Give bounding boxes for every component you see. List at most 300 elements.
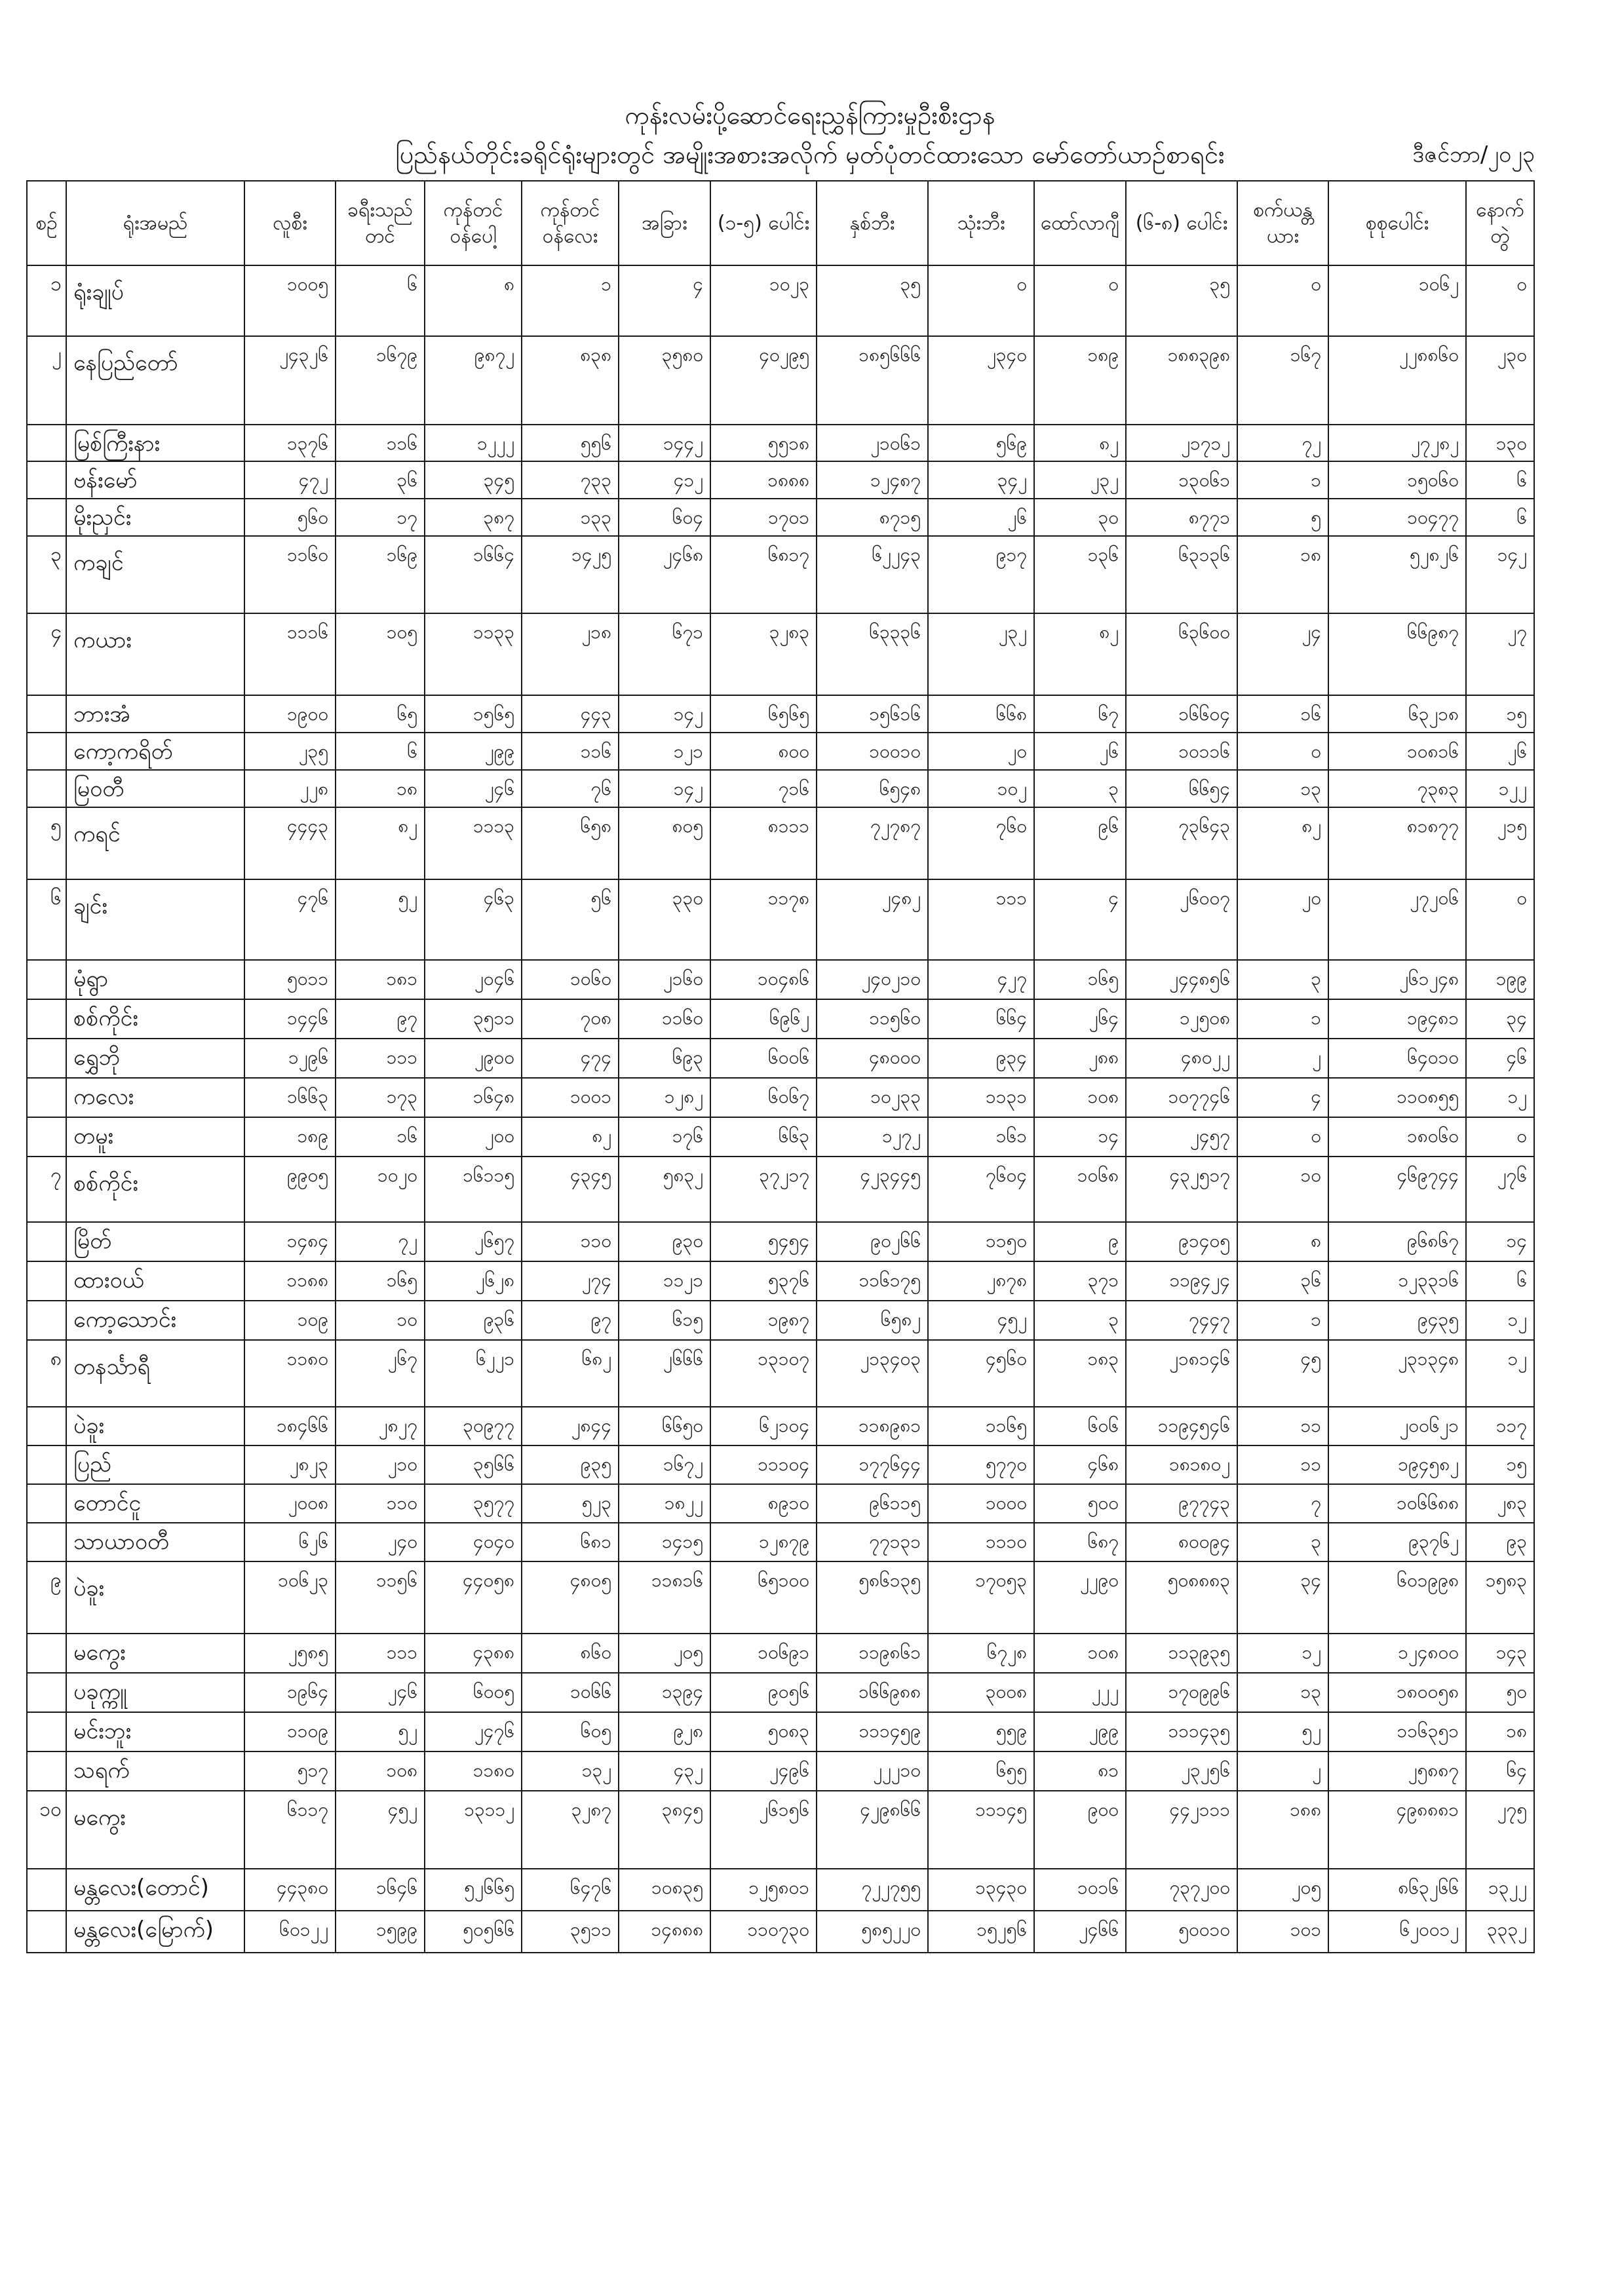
table-row: [27, 807, 1534, 879]
cell-subtotal-1-5: ၄၀၂၉၅: [710, 336, 817, 425]
cell-trailer: ၁၄၂: [1466, 536, 1534, 613]
cell-grand-total: ၂၂၈၈၆၀: [1328, 336, 1466, 425]
cell-subtotal-6-8: ၁၀၇၇၄၆: [1126, 1078, 1237, 1117]
cell-heavy-truck: ၂၁၈: [522, 613, 619, 695]
row-number: ၈: [27, 1340, 66, 1407]
cell-grand-total: ၈၆၃၂၆၆: [1328, 1869, 1466, 1911]
cell-trawlergi: ၀: [1034, 265, 1126, 336]
cell-trawlergi: ၂၂၂: [1034, 1673, 1126, 1712]
cell-other: ၁၁၆၀: [619, 999, 710, 1039]
office-name: ကရင်: [66, 807, 244, 879]
cell-trailer: ၆၄: [1466, 1751, 1534, 1791]
cell-machinery: ၇၂: [1237, 425, 1328, 461]
cell-two-wheeler: ၁၇၇၆၄၄: [817, 1445, 928, 1484]
cell-light-truck: ၈: [425, 265, 522, 336]
cell-three-wheeler: ၁၃၄၃၀: [928, 1869, 1034, 1911]
cell-trailer: ၆: [1466, 1261, 1534, 1301]
cell-bus: ၅၂: [336, 1712, 425, 1751]
cell-heavy-truck: ၇၃၃: [522, 461, 619, 499]
cell-other: ၁၈၂၂: [619, 1484, 710, 1523]
office-name: ထားဝယ်: [66, 1261, 244, 1301]
cell-machinery: ၂၄: [1237, 613, 1328, 695]
cell-bus: ၅၂: [336, 879, 425, 960]
table-row: [27, 1523, 1534, 1561]
cell-subtotal-6-8: ၁၁၃၉၃၅: [1126, 1634, 1237, 1673]
header-office: ရုံးအမည်: [66, 181, 244, 265]
table-row: [27, 695, 1534, 733]
cell-subtotal-6-8: ၅၀၈၈၈၃: [1126, 1561, 1237, 1634]
cell-heavy-truck: ၆၀၅: [522, 1712, 619, 1751]
table-row: [27, 733, 1534, 770]
cell-passenger-car: ၁၄၄၆: [244, 999, 336, 1039]
cell-subtotal-6-8: ၁၁၁၄၃၅: [1126, 1712, 1237, 1751]
cell-trailer: ၁၂: [1466, 1078, 1534, 1117]
cell-bus: ၈၂: [336, 807, 425, 879]
cell-three-wheeler: ၅၇၇၀: [928, 1445, 1034, 1484]
cell-two-wheeler: ၇၂၇၈၇: [817, 807, 928, 879]
table-row: [27, 770, 1534, 807]
cell-two-wheeler: ၆၂၂၄၃: [817, 536, 928, 613]
cell-bus: ၁၆၉: [336, 536, 425, 613]
cell-bus: ၁၀၂၀: [336, 1157, 425, 1222]
cell-trawlergi: ၉: [1034, 1222, 1126, 1261]
cell-subtotal-1-5: ၈၀၀: [710, 733, 817, 770]
cell-trawlergi: ၁၀၆၈: [1034, 1157, 1126, 1222]
cell-machinery: ၃၄: [1237, 1561, 1328, 1634]
cell-heavy-truck: ၅၆: [522, 879, 619, 960]
header-bus: ခရီးသည်တင်: [336, 181, 425, 265]
cell-light-truck: ၄၆၃: [425, 879, 522, 960]
cell-light-truck: ၂၀၀: [425, 1117, 522, 1157]
row-number: ၂: [27, 336, 66, 425]
cell-other: ၃၃၀: [619, 879, 710, 960]
office-name: ကချင်: [66, 536, 244, 613]
cell-trawlergi: ၃: [1034, 770, 1126, 807]
header-trailer: နောက်တွဲ: [1466, 181, 1534, 265]
cell-passenger-car: ၁၀၆၂၃: [244, 1561, 336, 1634]
office-name: မြိတ်: [66, 1222, 244, 1261]
cell-trailer: ၁၂၂: [1466, 770, 1534, 807]
cell-bus: ၄၅၂: [336, 1791, 425, 1869]
cell-three-wheeler: ၃၀၀၈: [928, 1673, 1034, 1712]
cell-passenger-car: ၆၂၆: [244, 1523, 336, 1561]
table-row: [27, 1407, 1534, 1445]
cell-grand-total: ၆၆၉၈၇: [1328, 613, 1466, 695]
cell-trailer: ၁၉၉: [1466, 960, 1534, 999]
cell-bus: ၇၂: [336, 1222, 425, 1261]
cell-heavy-truck: ၆၄၇၆: [522, 1869, 619, 1911]
cell-two-wheeler: ၂၂၂၁၀: [817, 1751, 928, 1791]
cell-other: ၂၀၅: [619, 1634, 710, 1673]
cell-bus: ၁၇: [336, 499, 425, 536]
cell-trailer: ၂၈၃: [1466, 1484, 1534, 1523]
cell-light-truck: ၅၂၆၆၅: [425, 1869, 522, 1911]
table-row: [27, 425, 1534, 461]
cell-three-wheeler: ၃၄၂: [928, 461, 1034, 499]
cell-bus: ၁၁၅၆: [336, 1561, 425, 1634]
cell-two-wheeler: ၆၅၄၈: [817, 770, 928, 807]
cell-two-wheeler: ၂၁၃၄၀၃: [817, 1340, 928, 1407]
cell-machinery: ၁: [1237, 999, 1328, 1039]
cell-subtotal-6-8: ၁၈၁၈၀၂: [1126, 1445, 1237, 1484]
cell-other: ၆၉၃: [619, 1039, 710, 1078]
cell-subtotal-1-5: ၁၉၈၇: [710, 1301, 817, 1340]
cell-machinery: ၁၂: [1237, 1634, 1328, 1673]
cell-heavy-truck: ၁၃၃: [522, 499, 619, 536]
cell-grand-total: ၁၁၆၃၅၁: [1328, 1712, 1466, 1751]
cell-two-wheeler: ၇၇၁၃၁: [817, 1523, 928, 1561]
cell-heavy-truck: ၄၄၃: [522, 695, 619, 733]
cell-light-truck: ၁၆၆၄: [425, 536, 522, 613]
cell-subtotal-6-8: ၉၁၄၀၅: [1126, 1222, 1237, 1261]
cell-machinery: ၈၂: [1237, 807, 1328, 879]
cell-light-truck: ၃၅၆၆: [425, 1445, 522, 1484]
cell-three-wheeler: ၉၁၇: [928, 536, 1034, 613]
cell-machinery: ၀: [1237, 265, 1328, 336]
cell-other: ၁၁၂၁: [619, 1261, 710, 1301]
cell-machinery: ၁၁: [1237, 1407, 1328, 1445]
cell-subtotal-1-5: ၉၀၅၆: [710, 1673, 817, 1712]
cell-heavy-truck: ၆၈၁: [522, 1523, 619, 1561]
table-row: [27, 536, 1534, 613]
cell-subtotal-1-5: ၈၉၁၀: [710, 1484, 817, 1523]
cell-passenger-car: ၁၀၀၅: [244, 265, 336, 336]
cell-trailer: ၆: [1466, 461, 1534, 499]
cell-bus: ၆၅: [336, 695, 425, 733]
cell-other: ၁၃၉၄: [619, 1673, 710, 1712]
cell-trawlergi: ၂၄၆၆: [1034, 1911, 1126, 1953]
cell-subtotal-1-5: ၆၈၁၇: [710, 536, 817, 613]
cell-light-truck: ၉၈၇၂: [425, 336, 522, 425]
cell-grand-total: ၂၃၁၃၄၈: [1328, 1340, 1466, 1407]
row-number: [27, 1911, 66, 1953]
cell-other: ၁၄၂: [619, 770, 710, 807]
cell-bus: ၁၀၅: [336, 613, 425, 695]
cell-two-wheeler: ၉၆၁၁၅: [817, 1484, 928, 1523]
cell-trailer: ၅၀: [1466, 1673, 1534, 1712]
row-number: [27, 770, 66, 807]
cell-grand-total: ၁၈၀၆၀: [1328, 1117, 1466, 1157]
cell-light-truck: ၁၆၄၈: [425, 1078, 522, 1117]
cell-passenger-car: ၁၄၈၄: [244, 1222, 336, 1261]
cell-subtotal-1-5: ၇၁၆: [710, 770, 817, 807]
cell-three-wheeler: ၆၆၈: [928, 695, 1034, 733]
cell-machinery: ၃: [1237, 1523, 1328, 1561]
cell-light-truck: ၆၂၂၁: [425, 1340, 522, 1407]
cell-three-wheeler: ၁၁၅၀: [928, 1222, 1034, 1261]
cell-machinery: ၁: [1237, 461, 1328, 499]
cell-bus: ၁၁၀: [336, 1484, 425, 1523]
header-machinery: စက်ယန္တယား: [1237, 181, 1328, 265]
cell-three-wheeler: ၁၁၁: [928, 879, 1034, 960]
cell-trawlergi: ၄၆၈: [1034, 1445, 1126, 1484]
table-row: [27, 265, 1534, 336]
table-row: [27, 999, 1534, 1039]
cell-subtotal-6-8: ၉၇၇၄၃: [1126, 1484, 1237, 1523]
cell-trawlergi: ၂၂၉၀: [1034, 1561, 1126, 1634]
cell-subtotal-1-5: ၃၂၈၃: [710, 613, 817, 695]
office-name: မုံရွာ: [66, 960, 244, 999]
cell-subtotal-1-5: ၆၀၀၆: [710, 1039, 817, 1078]
cell-subtotal-6-8: ၈၇၇၁: [1126, 499, 1237, 536]
cell-passenger-car: ၁၈၄၆၆: [244, 1407, 336, 1445]
cell-grand-total: ၁၂၄၈၀၀: [1328, 1634, 1466, 1673]
cell-light-truck: ၅၀၅၆၆: [425, 1911, 522, 1953]
cell-machinery: ၂: [1237, 1039, 1328, 1078]
cell-subtotal-6-8: ၂၁၈၁၄၆: [1126, 1340, 1237, 1407]
cell-heavy-truck: ၄၃၄၅: [522, 1157, 619, 1222]
cell-grand-total: ၆၀၁၉၉၈: [1328, 1561, 1466, 1634]
cell-trailer: ၁၄: [1466, 1222, 1534, 1261]
table-row: [27, 1301, 1534, 1340]
table-row: [27, 1078, 1534, 1117]
cell-bus: ၂၈၂၇: [336, 1407, 425, 1445]
cell-subtotal-6-8: ၆၃၆၀၀: [1126, 613, 1237, 695]
row-number: ၅: [27, 807, 66, 879]
cell-subtotal-1-5: ၁၂၈၇၉: [710, 1523, 817, 1561]
cell-trawlergi: ၆၀၆: [1034, 1407, 1126, 1445]
table-row: [27, 1751, 1534, 1791]
cell-grand-total: ၉၃၇၆၂: [1328, 1523, 1466, 1561]
cell-heavy-truck: ၁: [522, 265, 619, 336]
office-name: ရုံးချုပ်: [66, 265, 244, 336]
cell-two-wheeler: ၅၈၆၁၃၅: [817, 1561, 928, 1634]
table-row: [27, 1869, 1534, 1911]
row-number: [27, 425, 66, 461]
cell-passenger-car: ၅၀၁၁: [244, 960, 336, 999]
cell-grand-total: ၂၇၂၈၂: [1328, 425, 1466, 461]
cell-two-wheeler: ၂၄၀၂၁၀: [817, 960, 928, 999]
cell-two-wheeler: ၁၁၉၈၆၁: [817, 1634, 928, 1673]
cell-three-wheeler: ၁၁၁၄၅: [928, 1791, 1034, 1869]
table-row: [27, 613, 1534, 695]
cell-two-wheeler: ၄၈၀၀၀: [817, 1039, 928, 1078]
cell-three-wheeler: ၁၁၃၁: [928, 1078, 1034, 1117]
cell-grand-total: ၆၄၀၁၀: [1328, 1039, 1466, 1078]
row-number: [27, 1712, 66, 1751]
cell-grand-total: ၁၀၆၆၈၈: [1328, 1484, 1466, 1523]
cell-subtotal-1-5: ၁၁၀၇၃၀: [710, 1911, 817, 1953]
cell-machinery: ၁၆: [1237, 695, 1328, 733]
cell-grand-total: ၇၃၈၃: [1328, 770, 1466, 807]
table-row: [27, 1561, 1534, 1634]
cell-passenger-car: ၂၀၀၈: [244, 1484, 336, 1523]
cell-subtotal-1-5: ၁၀၂၃: [710, 265, 817, 336]
cell-heavy-truck: ၇၀၈: [522, 999, 619, 1039]
cell-trailer: ၁၅၈၃: [1466, 1561, 1534, 1634]
cell-other: ၁၄၄၂: [619, 425, 710, 461]
cell-two-wheeler: ၁၂၇၂: [817, 1117, 928, 1157]
row-number: ၁: [27, 265, 66, 336]
cell-passenger-car: ၄၄၄၃: [244, 807, 336, 879]
table-row: [27, 1712, 1534, 1751]
cell-other: ၂၄၆၈: [619, 536, 710, 613]
office-name: တမူး: [66, 1117, 244, 1157]
cell-two-wheeler: ၆၅၈၂: [817, 1301, 928, 1340]
cell-grand-total: ၆၃၂၁၈: [1328, 695, 1466, 733]
cell-two-wheeler: ၁၅၆၁၆: [817, 695, 928, 733]
cell-heavy-truck: ၈၆၀: [522, 1634, 619, 1673]
office-name: မန္တလေး(တောင်): [66, 1869, 244, 1911]
row-number: [27, 461, 66, 499]
cell-subtotal-6-8: ၆၆၅၄: [1126, 770, 1237, 807]
cell-heavy-truck: ၁၃၂: [522, 1751, 619, 1791]
cell-passenger-car: ၁၁၁၆: [244, 613, 336, 695]
row-number: ၉: [27, 1561, 66, 1634]
row-number: [27, 1673, 66, 1712]
cell-passenger-car: ၉၉၀၅: [244, 1157, 336, 1222]
office-name: မြဝတီ: [66, 770, 244, 807]
cell-machinery: ၅၂: [1237, 1712, 1328, 1751]
cell-bus: ၁၇၃: [336, 1078, 425, 1117]
cell-passenger-car: ၁၁၀၉: [244, 1712, 336, 1751]
cell-passenger-car: ၁၃၇၆: [244, 425, 336, 461]
table-row: [27, 1340, 1534, 1407]
cell-machinery: ၄: [1237, 1078, 1328, 1117]
table-row: [27, 1117, 1534, 1157]
cell-trawlergi: ၈၁: [1034, 1751, 1126, 1791]
cell-subtotal-6-8: ၃၅: [1126, 265, 1237, 336]
table-row: [27, 879, 1534, 960]
cell-two-wheeler: ၅၈၅၂၂၀: [817, 1911, 928, 1953]
cell-machinery: ၁၀၁: [1237, 1911, 1328, 1953]
cell-three-wheeler: ၁၀၂: [928, 770, 1034, 807]
header-light-truck: ကုန်တင် ဝန်ပေါ့: [425, 181, 522, 265]
cell-light-truck: ၁၂၂၂: [425, 425, 522, 461]
cell-bus: ၁၀: [336, 1301, 425, 1340]
office-name: သာယာဝတီ: [66, 1523, 244, 1561]
row-number: ၇: [27, 1157, 66, 1222]
cell-heavy-truck: ၉၇: [522, 1301, 619, 1340]
cell-three-wheeler: ၁၅၂၅၆: [928, 1911, 1034, 1953]
row-number: [27, 1523, 66, 1561]
cell-light-truck: ၃၄၅: [425, 461, 522, 499]
cell-machinery: ၄၅: [1237, 1340, 1328, 1407]
cell-two-wheeler: ၁၂၄၈၇: [817, 461, 928, 499]
cell-passenger-car: ၆၁၁၇: [244, 1791, 336, 1869]
cell-heavy-truck: ၁၁၆: [522, 733, 619, 770]
cell-grand-total: ၉၆၈၆၇: [1328, 1222, 1466, 1261]
cell-grand-total: ၅၂၈၂၆: [1328, 536, 1466, 613]
cell-bus: ၁၁၁: [336, 1634, 425, 1673]
cell-light-truck: ၆၀၀၅: [425, 1673, 522, 1712]
cell-grand-total: ၂၆၁၂၄၈: [1328, 960, 1466, 999]
cell-passenger-car: ၅၁၇: [244, 1751, 336, 1791]
cell-bus: ၆: [336, 265, 425, 336]
cell-bus: ၂၄၆: [336, 1673, 425, 1712]
cell-subtotal-6-8: ၇၄၄၇: [1126, 1301, 1237, 1340]
page-subtitle: ပြည်နယ်တိုင်းခရိုင်ရုံးများတွင် အမျိုးအစားအလိုက် မှတ်ပုံတင်ထားသော မော်တော်ယာဉ်စာရင်း: [395, 140, 1225, 169]
cell-subtotal-1-5: ၁၀၄၈၆: [710, 960, 817, 999]
header-three-wheeler: သုံးဘီး: [928, 181, 1034, 265]
cell-trawlergi: ၈၂: [1034, 425, 1126, 461]
cell-subtotal-1-5: ၃၇၂၁၇: [710, 1157, 817, 1222]
cell-light-truck: ၂၉၉: [425, 733, 522, 770]
cell-passenger-car: ၁၁၈၀: [244, 1340, 336, 1407]
cell-machinery: ၁၈: [1237, 536, 1328, 613]
cell-three-wheeler: ၄၂၇: [928, 960, 1034, 999]
cell-trawlergi: ၃၀: [1034, 499, 1126, 536]
vehicle-table: [26, 180, 1535, 1953]
cell-heavy-truck: ၆၅၈: [522, 807, 619, 879]
cell-trailer: ၃၃၃၂: [1466, 1911, 1534, 1953]
row-number: [27, 733, 66, 770]
cell-two-wheeler: ၁၈၅၆၆၆: [817, 336, 928, 425]
row-number: [27, 1751, 66, 1791]
header-other: အခြား: [619, 181, 710, 265]
row-number: [27, 1407, 66, 1445]
cell-heavy-truck: ၈၃၈: [522, 336, 619, 425]
cell-grand-total: ၁၀၄၇၇: [1328, 499, 1466, 536]
row-number: [27, 1445, 66, 1484]
cell-other: ၂၆၆၆: [619, 1340, 710, 1407]
cell-grand-total: ၆၂၀၀၁၂: [1328, 1911, 1466, 1953]
cell-light-truck: ၉၃၆: [425, 1301, 522, 1340]
cell-trailer: ၁၅: [1466, 1445, 1534, 1484]
cell-two-wheeler: ၈၇၁၅: [817, 499, 928, 536]
cell-other: ၁၄၈၈၈: [619, 1911, 710, 1953]
cell-bus: ၁၈၁: [336, 960, 425, 999]
cell-three-wheeler: ၆၅၅: [928, 1751, 1034, 1791]
cell-heavy-truck: ၆၈၂: [522, 1340, 619, 1407]
cell-passenger-car: ၁၉၀၀: [244, 695, 336, 733]
header-row: [27, 181, 1534, 265]
cell-light-truck: ၃၈၇: [425, 499, 522, 536]
office-name: မြစ်ကြီးနား: [66, 425, 244, 461]
cell-heavy-truck: ၁၀၀၁: [522, 1078, 619, 1117]
cell-subtotal-6-8: ၄၃၂၅၁၇: [1126, 1157, 1237, 1222]
office-name: မကွေး: [66, 1634, 244, 1673]
cell-trawlergi: ၁၆၅: [1034, 960, 1126, 999]
cell-other: ၄၁၂: [619, 461, 710, 499]
cell-light-truck: ၃၀၉၇၇: [425, 1407, 522, 1445]
cell-three-wheeler: ၄၅၆၀: [928, 1340, 1034, 1407]
header-trawlergi: ထော်လာဂျီ: [1034, 181, 1126, 265]
cell-machinery: ၈: [1237, 1222, 1328, 1261]
cell-passenger-car: ၂၄၃၂၆: [244, 336, 336, 425]
cell-trailer: ၉၃: [1466, 1523, 1534, 1561]
cell-subtotal-1-5: ၁၁၁၀၄: [710, 1445, 817, 1484]
cell-heavy-truck: ၄၈၀၅: [522, 1561, 619, 1634]
cell-three-wheeler: ၉၃၄: [928, 1039, 1034, 1078]
cell-trailer: ၁၂: [1466, 1301, 1534, 1340]
cell-passenger-car: ၄၇၂: [244, 461, 336, 499]
cell-heavy-truck: ၁၀၆၀: [522, 960, 619, 999]
cell-three-wheeler: ၁၇၀၅၃: [928, 1561, 1034, 1634]
cell-other: ၆၆၅၀: [619, 1407, 710, 1445]
cell-subtotal-1-5: ၆၉၆၂: [710, 999, 817, 1039]
cell-passenger-car: ၆၀၁၂၂: [244, 1911, 336, 1953]
cell-subtotal-6-8: ၆၃၁၃၆: [1126, 536, 1237, 613]
cell-three-wheeler: ၂၈၇၈: [928, 1261, 1034, 1301]
cell-light-truck: ၁၅၆၅: [425, 695, 522, 733]
cell-other: ၄: [619, 265, 710, 336]
cell-subtotal-6-8: ၂၆၀၀၇: [1126, 879, 1237, 960]
cell-trawlergi: ၉၆: [1034, 807, 1126, 879]
cell-light-truck: ၁၃၁၁၂: [425, 1791, 522, 1869]
office-name: ပဲခူး: [66, 1561, 244, 1634]
cell-subtotal-1-5: ၂၆၁၅၆: [710, 1791, 817, 1869]
cell-three-wheeler: ၂၃၂: [928, 613, 1034, 695]
office-name: မကွေး: [66, 1791, 244, 1869]
cell-light-truck: ၄၃၈၈: [425, 1634, 522, 1673]
office-name: ပဲခူး: [66, 1407, 244, 1445]
cell-trailer: ၄၆: [1466, 1039, 1534, 1078]
header-passenger-car: လူစီး: [244, 181, 336, 265]
cell-three-wheeler: ၂၀: [928, 733, 1034, 770]
cell-subtotal-6-8: ၁၇၀၉၉၆: [1126, 1673, 1237, 1712]
cell-grand-total: ၁၁၀၈၅၅: [1328, 1078, 1466, 1117]
